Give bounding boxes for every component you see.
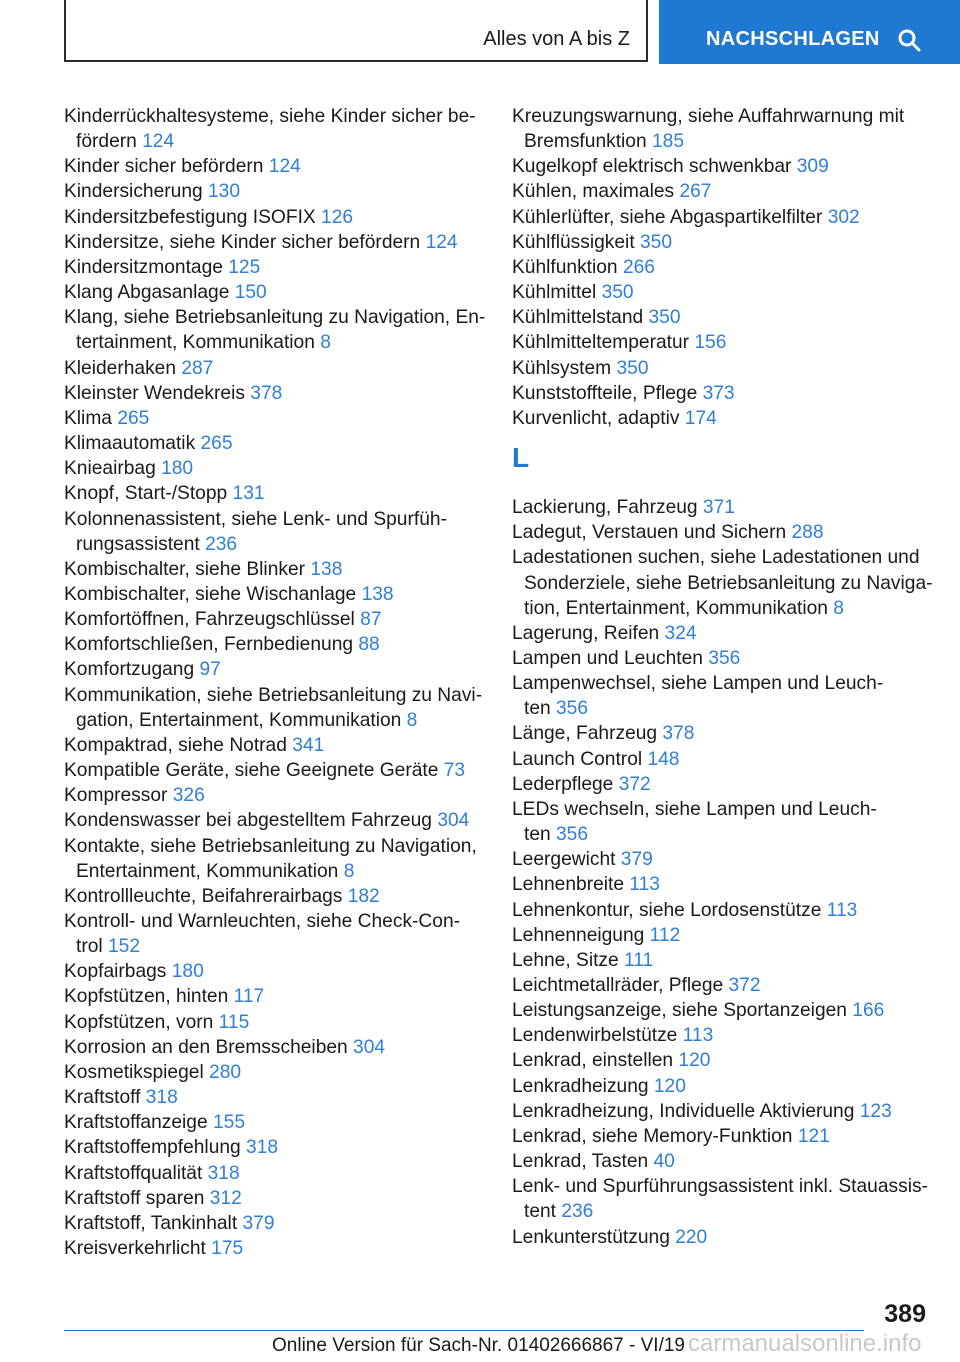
page-reference-link[interactable]: 138 [310, 558, 343, 580]
page-reference-link[interactable]: 266 [622, 256, 655, 278]
index-entry-text: Kopfairbags [64, 961, 172, 983]
page-reference-link[interactable]: 150 [234, 282, 267, 304]
index-entry-text: Knieairbag [64, 458, 162, 480]
page-reference-link[interactable]: 236 [205, 533, 238, 555]
index-entry-text: Komfortöffnen, Fahrzeugschlüssel [64, 609, 361, 631]
index-entry-text: Kugelkopf elektrisch schwenkbar [512, 156, 797, 178]
page-reference-link[interactable]: 265 [200, 433, 233, 455]
index-entry-text: Klang Abgasanlage [64, 282, 235, 304]
index-entry [64, 205, 484, 230]
index-entry-text: Entertainment, Kommunikation [76, 860, 344, 882]
index-entry [64, 632, 484, 657]
page-reference-link[interactable]: 312 [209, 1187, 242, 1209]
index-entry-text: Kühlflüssigkeit [512, 231, 640, 253]
index-entry-text: Kinderrückhaltesysteme, siehe Kinder sicher be- [64, 106, 476, 127]
index-entry [64, 1085, 484, 1110]
page-reference-link[interactable]: 111 [624, 949, 654, 971]
index-entry [512, 721, 932, 746]
index-entry [64, 1035, 484, 1060]
index-entry [512, 104, 932, 154]
index-entry-text: Komfortzugang [64, 659, 200, 681]
index-entry-text: Kühlmitteltemperatur [512, 332, 695, 354]
index-entry [512, 1048, 932, 1073]
index-entry [512, 154, 932, 179]
index-entry [64, 381, 484, 406]
index-entry [64, 456, 484, 481]
index-entry-text: Kompatible Geräte, siehe Geeignete Geräte [64, 760, 444, 782]
index-entry [64, 808, 484, 833]
index-entry-text: gation, Entertainment, Kommunikation [76, 709, 407, 731]
index-entry [512, 179, 932, 204]
index-entry-text: Kurvenlicht, adaptiv [512, 407, 685, 429]
page-reference-link[interactable]: 73 [443, 760, 466, 782]
index-entry [64, 154, 484, 179]
page-reference-link[interactable]: 185 [651, 131, 684, 153]
index-entry-text: Kolonnenassistent, siehe Lenk- und Spurfüh- [64, 508, 447, 530]
page-reference-link[interactable]: 304 [353, 1036, 386, 1058]
index-entry-text: tion, Entertainment, Kommunikation [524, 597, 834, 619]
index-entry [512, 356, 932, 381]
page-reference-link[interactable]: 97 [199, 659, 221, 681]
index-entry-text: Launch Control [512, 748, 648, 770]
page-reference-link[interactable]: 115 [218, 1011, 250, 1033]
page-reference-link[interactable]: 130 [208, 181, 241, 203]
page-reference-link[interactable]: 378 [250, 382, 283, 404]
index-column-right [512, 104, 932, 1250]
index-entry [64, 683, 484, 733]
index-entry [512, 495, 932, 520]
index-entry-text: Kraftstoffqualität [64, 1162, 208, 1184]
index-entry [64, 507, 484, 557]
index-entry-text: LEDs wechseln, siehe Lampen und Leuch- [512, 798, 877, 820]
index-entry-text: Klimaautomatik [64, 433, 201, 455]
page-reference-link[interactable]: 123 [859, 1100, 892, 1122]
index-entry [512, 1074, 932, 1099]
index-entry-text: Lenkunterstützung [512, 1226, 676, 1248]
page-reference-link[interactable]: 318 [246, 1137, 279, 1159]
index-entry-text: Kraftstoffempfehlung [64, 1137, 247, 1159]
index-entry-text: Kraftstoff sparen [64, 1187, 210, 1209]
index-entry [512, 847, 932, 872]
watermark: carmanualsonline.info [688, 1330, 922, 1357]
page-number: 389 [884, 1300, 926, 1328]
index-entry-text: Kleiderhaken [64, 357, 182, 379]
page-reference-link[interactable]: 124 [425, 231, 458, 253]
page-reference-link[interactable]: 356 [556, 824, 589, 846]
page-reference-link[interactable]: 350 [601, 282, 634, 304]
index-entry [64, 1161, 484, 1186]
index-entry-text: Lenkrad, Tasten [512, 1151, 654, 1173]
index-entry-text: Leergewicht [512, 849, 621, 871]
index-entry [512, 1225, 932, 1250]
page-reference-link[interactable]: 8 [343, 860, 355, 882]
page-reference-link[interactable]: 131 [232, 483, 265, 505]
index-entry-text: Kombischalter, siehe Blinker [64, 558, 311, 580]
index-entry-text: Kühlfunktion [512, 256, 623, 278]
index-entry [512, 747, 932, 772]
index-entry-text: Leichtmetallräder, Pflege [512, 975, 729, 996]
page-reference-link[interactable]: 318 [145, 1087, 178, 1109]
index-entry [512, 255, 932, 280]
index-entry-text: ten [524, 824, 557, 846]
index-entry-text: tent [524, 1201, 562, 1223]
index-entry [64, 230, 484, 255]
index-entry-text: Lehnenneigung [512, 924, 650, 946]
page-reference-link[interactable]: 113 [682, 1025, 714, 1047]
index-entry [64, 179, 484, 204]
page-reference-link[interactable]: 265 [117, 407, 150, 429]
index-entry-text: Lampenwechsel, siehe Lampen und Leuch- [512, 673, 884, 695]
page-reference-link[interactable]: 138 [361, 583, 394, 605]
index-entry-text: Kraftstoffanzeige [64, 1112, 213, 1134]
index-entry-text: Kondenswasser bei abgestelltem Fahrzeug [64, 810, 438, 832]
page-reference-link[interactable]: 88 [358, 634, 380, 656]
page-reference-link[interactable]: 220 [675, 1226, 708, 1248]
footer-version-text: Online Version für Sach-Nr. 01402666867 - VI/19 [272, 1335, 685, 1356]
index-entry-text: Lenkradheizung [512, 1075, 654, 1097]
index-entry [512, 1099, 932, 1124]
section-title: Alles von A bis Z [483, 28, 630, 50]
page-reference-link[interactable]: 379 [620, 849, 653, 871]
index-entry [512, 1124, 932, 1149]
index-entry [64, 1211, 484, 1236]
index-entry [64, 356, 484, 381]
index-entry [64, 1236, 484, 1261]
page-reference-link[interactable]: 356 [708, 647, 741, 669]
page-reference-link[interactable]: 350 [616, 357, 649, 379]
index-entry-text: Lehnenkontur, siehe Lordosenstütze [512, 899, 827, 921]
index-entry [512, 1149, 932, 1174]
index-entry [64, 406, 484, 431]
index-entry-text: Kontakte, siehe Betriebsanleitung zu Navigation, [64, 835, 477, 857]
index-entry-text: Kunststoffteile, Pflege [512, 382, 703, 404]
index-entry-text: Länge, Fahrzeug [512, 723, 663, 745]
index-entry [64, 1110, 484, 1135]
page-reference-link[interactable]: 304 [437, 810, 470, 832]
page-reference-link[interactable]: 124 [142, 131, 175, 153]
page-reference-link[interactable]: 124 [268, 156, 301, 178]
index-entry-text: Kühlerlüfter, siehe Abgaspartikelfilter [512, 206, 828, 228]
index-entry-text: trol [76, 936, 108, 958]
page-reference-link[interactable]: 379 [242, 1212, 275, 1234]
index-entry [512, 280, 932, 305]
index-entry-text: rungsassistent [76, 533, 206, 555]
index-entry [64, 431, 484, 456]
index-entry-text: Kreisverkehrlicht [64, 1238, 212, 1260]
index-entry [64, 884, 484, 909]
index-entry-text: Kombischalter, siehe Wischanlage [64, 583, 362, 605]
page-reference-link[interactable]: 8 [833, 597, 844, 619]
index-entry-text: Korrosion an den Bremsscheiben [64, 1036, 354, 1058]
index-entry [512, 772, 932, 797]
index-entry [64, 657, 484, 682]
index-entry-text: Kosmetikspiegel [64, 1061, 210, 1083]
index-entry-text: Kopfstützen, vorn [64, 1011, 219, 1033]
index-entry-text: Kontroll- und Warnleuchten, siehe Check-Con- [64, 911, 461, 932]
index-entry [512, 797, 932, 847]
index-entry-text: Lehne, Sitze [512, 949, 625, 971]
index-entry [64, 909, 484, 959]
page-reference-link[interactable]: 148 [647, 748, 680, 770]
page-reference-link[interactable]: 372 [618, 773, 651, 795]
page-reference-link[interactable]: 373 [702, 382, 735, 404]
index-entry-text: Lendenwirbelstütze [512, 1025, 683, 1047]
page-reference-link[interactable]: 371 [702, 497, 735, 519]
page-reference-link[interactable]: 113 [826, 899, 858, 921]
index-entry-text: Kindersitzbefestigung ISOFIX [64, 206, 322, 228]
page-reference-link[interactable]: 341 [292, 734, 325, 756]
index-entry-text: Lenkradheizung, Individuelle Aktivierung [512, 1100, 860, 1122]
index-entry-text: Kraftstoff, Tankinhalt [64, 1212, 243, 1234]
index-entry-text: fördern [76, 131, 143, 153]
nav-tab-label: NACHSCHLAGEN [706, 28, 880, 50]
page-reference-link[interactable]: 326 [172, 785, 205, 807]
page-reference-link[interactable]: 120 [678, 1050, 711, 1072]
page-reference-link[interactable]: 378 [662, 723, 695, 745]
index-entry [512, 305, 932, 330]
page-reference-link[interactable]: 236 [561, 1201, 594, 1223]
index-entry [64, 557, 484, 582]
index-entry-text: Kindersitze, siehe Kinder sicher befördern [64, 231, 426, 253]
index-entry [512, 406, 932, 431]
index-entry [64, 984, 484, 1009]
index-entry-text: Kraftstoff [64, 1087, 146, 1109]
index-entry [64, 758, 484, 783]
index-entry-text: Kopfstützen, hinten [64, 986, 234, 1008]
index-entry [64, 481, 484, 506]
index-entry-text: Kreuzungswarnung, siehe Auffahrwarnung mit [512, 106, 905, 127]
index-entry [512, 520, 932, 545]
index-entry [512, 923, 932, 948]
index-entry-text: Kompaktrad, siehe Notrad [64, 734, 293, 756]
page-reference-link[interactable]: 350 [639, 231, 672, 253]
page-reference-link[interactable]: 87 [360, 609, 382, 631]
page-reference-link[interactable]: 8 [406, 709, 418, 731]
page-reference-link[interactable]: 121 [797, 1125, 830, 1147]
index-entry [512, 646, 932, 671]
page-reference-link[interactable]: 302 [827, 206, 860, 228]
page-reference-link[interactable]: 112 [649, 924, 681, 946]
page-reference-link[interactable]: 356 [556, 698, 589, 720]
index-entry [64, 959, 484, 984]
index-entry [512, 330, 932, 355]
index-entry-text: Ladegut, Verstauen und Sichern [512, 522, 792, 544]
page-reference-link[interactable]: 372 [728, 975, 761, 996]
index-entry-text: Komfortschließen, Fernbedienung [64, 634, 359, 656]
page-reference-link[interactable]: 166 [852, 1000, 885, 1022]
index-entry [512, 998, 932, 1023]
index-entry-text: Sonderziele, siehe Betriebsanleitung zu Naviga- [524, 572, 933, 594]
index-entry-text: Kindersicherung [64, 181, 208, 203]
index-entry [512, 205, 932, 230]
index-entry-text: Kühlsystem [512, 357, 617, 379]
index-entry [64, 834, 484, 884]
index-entry-text: Ladestationen suchen, siehe Ladestationen und [512, 547, 920, 569]
index-column-left [64, 104, 484, 1261]
page-reference-link[interactable]: 350 [648, 307, 681, 329]
search-icon[interactable] [897, 28, 921, 52]
index-entry [64, 582, 484, 607]
page-reference-link[interactable]: 117 [233, 986, 265, 1008]
index-entry [64, 783, 484, 808]
index-entry-text: Kommunikation, siehe Betriebsanleitung zu Navi- [64, 684, 483, 706]
index-entry-text: Lenkrad, siehe Memory-Funktion [512, 1125, 798, 1147]
nav-tab-nachschlagen[interactable] [659, 0, 960, 64]
index-entry-text: Kompressor [64, 785, 173, 807]
index-entry-text: Kinder sicher befördern [64, 156, 269, 178]
index-entry [512, 1023, 932, 1048]
page-reference-link[interactable]: 125 [228, 256, 261, 278]
index-entry [64, 280, 484, 305]
index-entry [64, 607, 484, 632]
index-entry [512, 671, 932, 721]
index-entry-text: Knopf, Start-/Stopp [64, 483, 233, 505]
index-entry-text: Lagerung, Reifen [512, 622, 665, 644]
index-letter-heading: L [512, 442, 530, 474]
page-reference-link[interactable]: 40 [653, 1151, 675, 1173]
index-entry-text: Kühlmittelstand [512, 307, 649, 329]
index-entry-text: Lackierung, Fahrzeug [512, 497, 703, 519]
page-reference-link[interactable]: 126 [321, 206, 354, 228]
index-entry [512, 973, 932, 998]
index-entry [512, 381, 932, 406]
index-entry-text: Lehnenbreite [512, 874, 630, 896]
index-entry-text: Lenkrad, einstellen [512, 1050, 679, 1072]
index-entry-text: Lampen und Leuchten [512, 647, 709, 669]
index-entry-text: Klang, siehe Betriebsanleitung zu Navigation, En- [64, 307, 486, 329]
page-reference-link[interactable]: 267 [679, 181, 712, 203]
index-entry-text: Kindersitzmontage [64, 256, 229, 278]
page-reference-link[interactable]: 113 [629, 874, 660, 896]
page-reference-link[interactable]: 280 [209, 1061, 242, 1083]
index-entry-text: Klima [64, 407, 118, 429]
index-entry [64, 255, 484, 280]
index-entry-text: Lenk- und Spurführungsassistent inkl. Stauassis- [512, 1176, 928, 1198]
section-tab [64, 0, 648, 62]
page-header [0, 0, 960, 66]
index-entry [512, 1174, 932, 1224]
index-entry [64, 1010, 484, 1035]
index-entry [512, 230, 932, 255]
page-reference-link[interactable]: 155 [212, 1112, 245, 1134]
page-reference-link[interactable]: 182 [347, 885, 380, 907]
page-reference-link[interactable]: 120 [653, 1075, 686, 1097]
page-reference-link[interactable]: 152 [108, 936, 141, 958]
page-reference-link[interactable]: 318 [207, 1162, 240, 1184]
index-entry-text: Kühlmittel [512, 282, 602, 304]
index-entry [512, 545, 932, 620]
index-entry-text: Kleinster Wendekreis [64, 382, 251, 404]
page-reference-link[interactable]: 8 [320, 332, 331, 354]
index-entry [64, 733, 484, 758]
page-reference-link[interactable]: 309 [796, 156, 829, 178]
index-entry-text: Kühlen, maximales [512, 181, 680, 203]
index-entry [64, 104, 484, 154]
index-entry [512, 621, 932, 646]
page-reference-link[interactable]: 287 [181, 357, 214, 379]
index-entry [64, 1135, 484, 1160]
index-entry-text: Leistungsanzeige, siehe Sportanzeigen [512, 1000, 853, 1022]
page-reference-link[interactable]: 175 [211, 1238, 244, 1260]
index-entry [64, 1060, 484, 1085]
index-entry [64, 305, 484, 355]
page-reference-link[interactable]: 156 [694, 332, 727, 354]
index-entry [64, 1186, 484, 1211]
index-entry-text: Lederpflege [512, 773, 619, 795]
index-entry-text: Kontrollleuchte, Beifahrerairbags [64, 885, 348, 907]
index-entry-text: Bremsfunktion [524, 131, 652, 153]
index-entry-text: tertainment, Kommunikation [76, 332, 321, 354]
page-reference-link[interactable]: 324 [664, 622, 697, 644]
page-reference-link[interactable]: 180 [161, 458, 194, 480]
index-entry [512, 872, 932, 897]
page-reference-link[interactable]: 288 [791, 522, 824, 544]
page-reference-link[interactable]: 180 [171, 961, 204, 983]
index-entry [512, 948, 932, 973]
index-entry-text: ten [524, 698, 557, 720]
page-reference-link[interactable]: 174 [684, 407, 717, 429]
index-entry [512, 898, 932, 923]
